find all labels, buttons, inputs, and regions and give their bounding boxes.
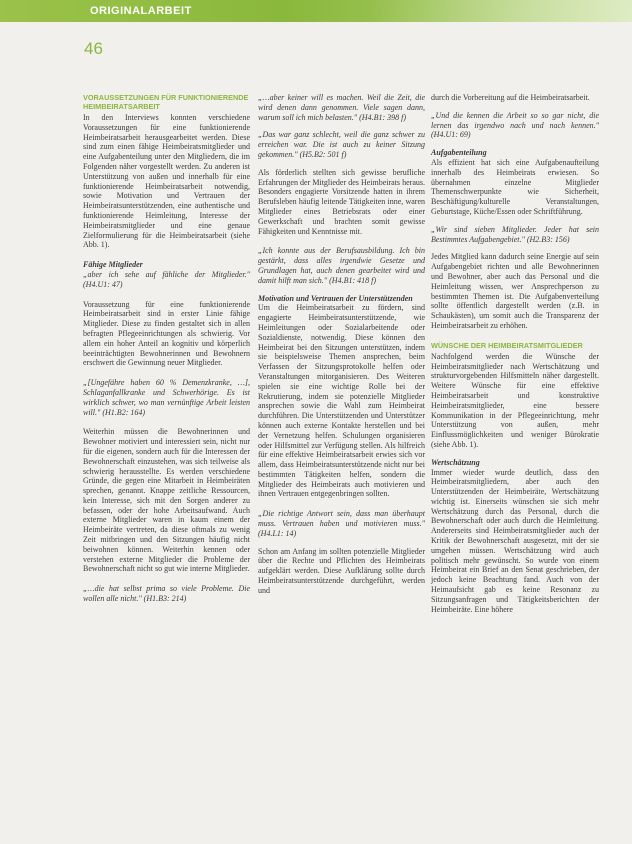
paragraph: Um die Heimbeiratsarbeit zu fördern, sind engagierte Heimbeiratsunterstützende, wie Heimleitungen oder Sozialarbeitende oder Sozialdienste, notwendig. Diese können den Heimbeirat bei den Sitzungen unterstützen, indem sie beispielsweise Themen ansprechen, beim Verfassen der Sitzungsprotokolle helfen oder Veranstaltungen mitorganisieren. Des Weiteren spielen sie eine wichtige Rolle bei der Rekrutierung, indem sie potenzielle Mitglieder ansprechen sowie die Wahl zum Heimbeirat durchführen. Die Unterstützenden und Unterstützer können auch externe Kontakte herstellen und bei der Vernetzung helfen. Schulungen organisieren oder Hilfsmittel zur Verfügung stellen. Als hilfreich für eine effektive Heimbeiratsarbeit erwies sich vor allem, dass Heimbeiratsunterstützende nicht nur bei bestimmten Tätigkeiten helfen, sondern die Mitglieder des Heimbeirats auch motivieren und ihnen Vertrauen entgegenbringen sollten. bbox=[258, 303, 425, 499]
subheading: Motivation und Vertrauen der Unterstützenden bbox=[258, 293, 413, 303]
section-heading: WÜNSCHE DER HEIMBEIRATSMITGLIEDER bbox=[431, 340, 583, 350]
subheading: Aufgabenteilung bbox=[431, 148, 487, 158]
page-number: 46 bbox=[84, 39, 103, 58]
paragraph: In den Interviews konnten verschiedene Voraussetzungen für eine funktionierende Heimbeiratsarbeit herausgearbeitet werden. Diese sind zum einen fähige Heimbeiratsmitglieder und eine Aufgabenteilung unter den Mitgliedern, die im Folgenden näher vorgestellt werden. Zu anderen ist Unterstützung von außen und innerhalb für eine funktionierende Heimbeiratsarbeit notwendig, sowie Motivation und Vertrauen der Heimbeiratsunterstützenden, eine authentische und funktionierende Heimleitung, Interesse der Heimbeiratsmitglieder und eine genaue Zielformulierung für die Heimbeiratsarbeit (siehe Abb. 1). bbox=[83, 113, 250, 250]
text-column-3 bbox=[431, 93, 599, 622]
interview-quote: „aber ich sehe auf fähliche der Mitglieder." (H4.U1: 47) bbox=[83, 269, 250, 289]
interview-quote: „Ich konnte aus der Berufsausbildung. Ich bin gestärkt, dass alles irgendwie Gesetze und Grundlagen hat, auch denen gearbeitet wird und damit hilft man sich." (H4.B1: 418 f) bbox=[258, 246, 425, 285]
paragraph: Als förderlich stellten sich gewisse berufliche Erfahrungen der Mitglieder des Heimbeirats heraus. Besonders engagierte Vorsitzende hatten in ihrem Berufsleben häufig leitende Tätigkeiten inne, waren Mitglieder eines Betriebsrats oder einer Gewerkschaft und brachten somit gewisse Fähigkeiten und Kenntnisse mit. bbox=[258, 167, 425, 236]
section-label: ORIGINALARBEIT bbox=[90, 5, 192, 17]
paragraph: Voraussetzung für eine funktionierende Heimbeiratsarbeit sind in erster Linie fähige Mitglieder. Diese zu finden gestaltet sich in allen befragten Pflegeeinrichtungen als schwierig. Vor allem ein hoher Anteil an kognitiv und körperlich beeinträchtigten Bewohnerinnen und Bewohnern erschwert die Gewinnung neuer Mitglieder. bbox=[83, 299, 250, 368]
header-wave-decoration bbox=[372, 0, 632, 22]
interview-quote: „[Ungefähre haben 60 % Demenzkranke, …], Schlaganfallkranke und Schwerhörige. Es ist wirklich schwer, wo man vernünftige Arbeit leisten will." (H1.B2: 164) bbox=[83, 378, 250, 417]
interview-quote: „Das war ganz schlecht, weil die ganz schwer zu erreichen war. Die ist auch zu keiner Sitzung gekommen." (H5.B2: 501 f) bbox=[258, 130, 425, 159]
interview-quote: „…aber keiner will es machen. Weil die Zeit, die wird denen dann genommen. Viele sagen dann, warum soll ich mich belasten." (H4.B1: 398 f) bbox=[258, 93, 425, 122]
subheading: Wertschätzung bbox=[431, 457, 480, 467]
paragraph: Schon am Anfang im sollten potenzielle Mitglieder über die Rechte und Pflichten des Heimbeirats aufgeklärt werden. Diese Aufklärung sollte durch Heimbeiratsunterstützende durchgeführt, werden und bbox=[258, 546, 425, 595]
interview-quote: „Wir sind sieben Mitglieder. Jeder hat sein Bestimmtes Aufgabengebiet." (H2.B3: 156) bbox=[431, 224, 599, 244]
paragraph: Nachfolgend werden die Wünsche der Heimbeiratsmitglieder nach Wertschätzung und strukturvorgebenden Hilfsmitteln näher dargestellt. Weitere Wünsche für eine effektive Heimbeiratsarbeit und konstruktive Heimbeiratsmitglieder, eine bessere Kommunikation in der Pflegeeinrichtung, mehr Unterstützung von außen, mehr Einflussmöglichkeiten und weniger Bürokratie (siehe Abb. 1). bbox=[431, 351, 599, 449]
paragraph: Als effizient hat sich eine Aufgabenaufteilung innerhalb des Heimbeirats erwiesen. So übernahmen einzelne Mitglieder Themenschwerpunkte wie Sicherheit, Beschäftigung/kulturelle Veranstaltungen, Geburtstage, Küche/Essen oder Schriftführung. bbox=[431, 157, 599, 216]
subheading: Fähige Mitglieder bbox=[83, 260, 143, 270]
section-header-band bbox=[0, 0, 632, 22]
interview-quote: „Die richtige Antwort sein, dass man überhaupt muss. Vertrauen haben und motivieren muss." (H4.L1: 14) bbox=[258, 509, 425, 538]
section-heading: VORAUSSETZUNGEN FÜR FUNKTIONIERENDE HEIMBEIRATSARBEIT bbox=[83, 93, 249, 111]
paragraph: Jedes Mitglied kann dadurch seine Energie auf sein Aufgabengebiet richten und alle Bewohnerinnen und Bewohner, aber auch das Personal und die Heimleitung wissen, wer Ansprechperson zu bestimmten Themen ist. Die Aufgabenverteilung sollte öffentlich dargestellt werden (z.B. in Schaukästen), um somit auch die Transparenz der Heimbeiratsarbeit zu erhöhen. bbox=[431, 252, 599, 330]
paragraph: Weiterhin müssen die Bewohnerinnen und Bewohner motiviert und interessiert sein, nicht nur für die eigenen, sondern auch für die Interessen der Bewohnerschaft einzustehen, was sich teilweise als schwierig herausstellte. Es werden verschiedene Gründe, die gegen eine Mitarbeit in Heimbeiräten sprechen, genannt. Knappe zeitliche Ressourcen, kein Interesse, sich mit den Sorgen anderer zu befassen, oder der hohe Arbeitsaufwand. Auch externe Mitglieder waren in kaum einem der Heimbeiräte vertreten, da diese oftmals zu wenig Zeit mitbringen und den Sitzungen häufig nicht beiwohnen können. Weiterhin kennen oder verstehen externe Mitglieder die Probleme der Bewohnerschaft nicht so gut wie interne Mitglieder. bbox=[83, 427, 250, 574]
paragraph: Immer wieder wurde deutlich, dass den Heimbeiratsmitgliedern, aber auch den Unterstützenden der Heimbeiräte, Wertschätzung wichtig ist. Einerseits wünschen sie sich mehr Wertschätzung durch das Personal, durch die Bewohnerschaft oder auch durch die Heimleitung. Andererseits sind Heimbeiratsmitglieder auch der Kritik der Bewohnerschaft ausgesetzt, mit der sie umgehen müssen. Wertschätzung wird auch politisch mehr gewünscht. So wurde von einem Heimbeirat ein Brief an den Senat geschrieben, der jedoch keine Beachtung fand. Auch von der Heimaufsicht gab es keine Resonanz zu Sitzungsanfragen und Tätigkeitsberichten der Heimbeiräte. Eine höhere bbox=[431, 467, 599, 614]
text-column-2 bbox=[258, 93, 425, 604]
paragraph: durch die Vorbereitung auf die Heimbeiratsarbeit. bbox=[431, 93, 590, 102]
text-column-1 bbox=[83, 93, 250, 612]
interview-quote: „Und die kennen die Arbeit so so gar nicht, die lernen das irgendwo nach und nach kennen." (H4.U1: 69) bbox=[431, 110, 599, 140]
interview-quote: „…die hat selbst prima so viele Probleme. Die wollen alle nicht." (H1.B3: 214) bbox=[83, 584, 250, 604]
